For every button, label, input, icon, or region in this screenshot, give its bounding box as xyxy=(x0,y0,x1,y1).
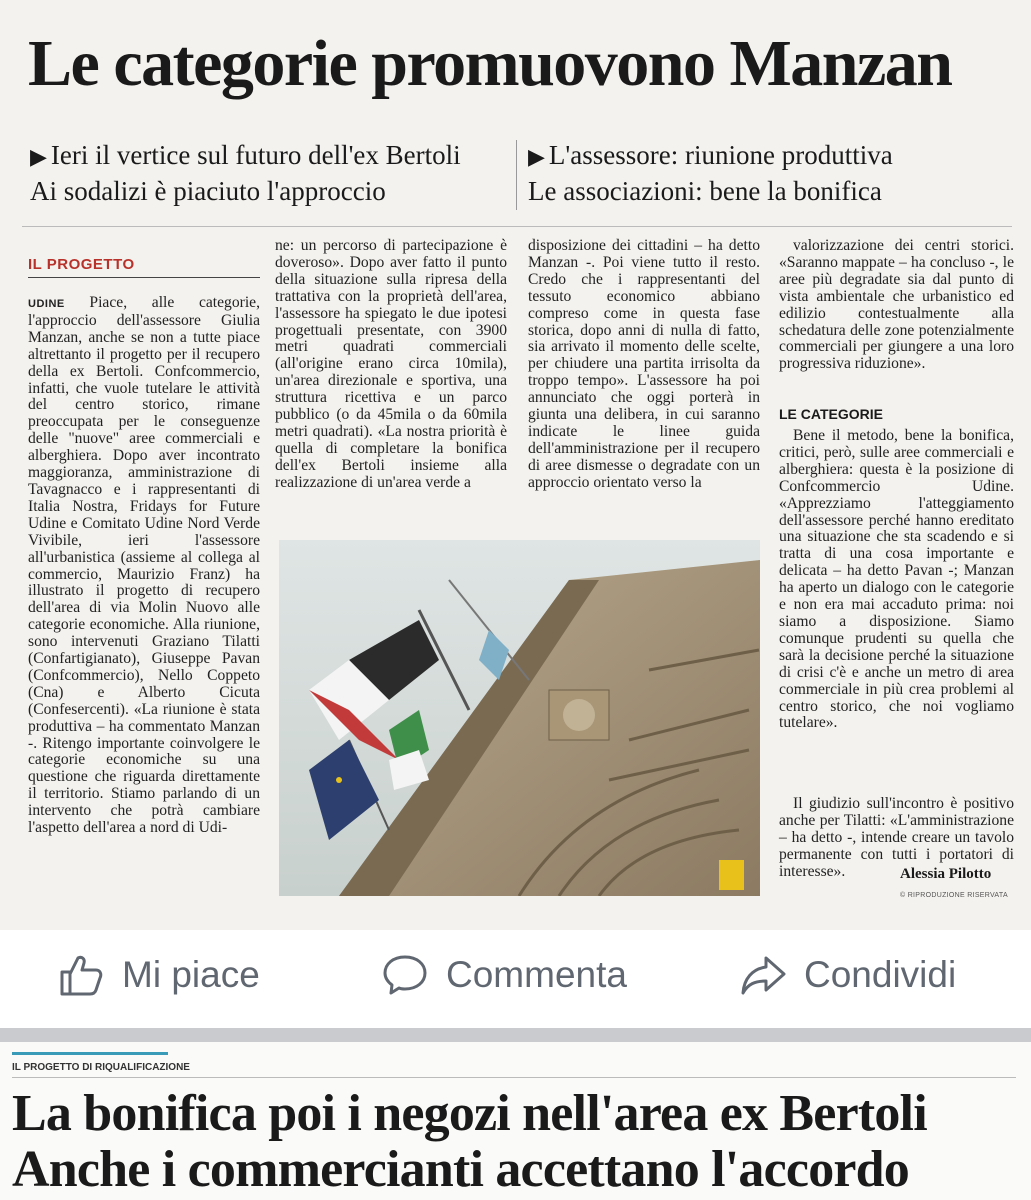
article2-headline-line-1: La bonifica poi i negozi nell'area ex Bertoli xyxy=(12,1085,927,1142)
article2-kicker: IL PROGETTO DI RIQUALIFICAZIONE xyxy=(12,1062,190,1073)
article-column-1: UDINE Piace, alle categorie, l'approccio dell'assessore Giulia Manzan, anche se non a tutte piace altrettanto il progetto per il recupero della ex Bertoli. Confcommercio, infatti, che vuole tutelare le attività del centro storico, rimane preoccupata per le conseguenze delle "nuove" aree commerciali e alberghiera. Dopo aver incontrato maggioranza, amministrazione di Tavagnacco e i rappresentanti di Italia Nostra, Fridays for Future Udine e Comitato Udine Nord Verde Vivibile, ieri l'assessore all'urbanistica (assieme al collega al commercio, Maurizio Franz) ha illustrato il progetto di recupero dell'area di via Molin Nuovo alle categorie economiche. Alla riunione, sono intervenuti Graziano Tilatti (Confartigianato), Giuseppe Pavan (Confcommercio), Nello Coppeto (Cna) e Alberto Cicuta (Confesercenti). «La riunione è stata produttiva – ha commentato Manzan -. Ritengo importante coinvolgere le categorie economiche su una questione che riguarda direttamente il territorio. Stiamo parlando di un intervento che potrà cambiare l'aspetto dell'area a nord di Udi- xyxy=(28,294,260,837)
article-column-3: disposizione dei cittadini – ha detto Manzan -. Poi viene tutto il resto. Credo che i rappresentanti del tessuto economico abbiano compreso come in questa fase storica, dopo anni di nulla di fatto, sia arrivato il momento delle scelte, per chiudere una partita irrisolta da troppo tempo». L'assessore ha poi annunciato che oggi porterà in giunta una delibera, in cui saranno indicate le linee guida dell'amministrazione per il recupero di aree dismesse o degradate con un approccio orientato verso la xyxy=(528,237,760,491)
newspaper-clipping-2 xyxy=(0,1042,1031,1200)
subheadline-right: ▶ L'assessore: riunione produttiva Le associazioni: bene la bonifica xyxy=(528,140,893,206)
copyright-notice: © RIPRODUZIONE RISERVATA xyxy=(900,892,1008,899)
share-button[interactable] xyxy=(738,950,956,1000)
subheadline-left: ▶ Ieri il vertice sul futuro dell'ex Bertoli Ai sodalizi è piaciuto l'approccio xyxy=(30,140,461,206)
like-label: Mi piace xyxy=(122,954,260,995)
share-label: Condividi xyxy=(804,954,957,995)
post-separator xyxy=(0,1028,1031,1042)
kicker-accent-bar xyxy=(12,1052,168,1055)
comment-button[interactable] xyxy=(380,950,627,1000)
article-column-2: ne: un percorso di partecipazione è doveroso». Dopo aver fatto il punto della situazione sulla ripresa della trattativa con la proprietà dell'area, l'assessore ha spiegato le due ipotesi progettuali presentate, con 3900 metri quadrati commerciali (all'origine erano circa 10mila), un'area direzionale e sportiva, una struttura ricettiva e un parco pubblico (o da 45mila o da 60mila metri quadrati). «La nostra priorità è quella di completare la bonifica dell'ex Bertoli insieme alla realizzazione di un'area verde a xyxy=(275,237,507,491)
article-column-4b: Bene il metodo, bene la bonifica, critici, però, sulle aree commerciali e alberghiera: questa è la posizione di Confcommercio Udine. «Apprezziamo l'atteggiamento dell'assessore perché hanno ereditato una situazione che sta scadendo e si tratta di una cosa importante e delicata – ha detto Pavan -; Manzan ha aperto un dialogo con le categorie e non era mai accaduto prima: noi siamo a disposizione. Siamo comunque prudenti su quella che sarà la decisione perché la situazione di crisi c'è e anche un metro di area commerciale in più crea problemi al centro storico, che noi vogliamo tutelare». xyxy=(779,427,1014,732)
triangle-bullet-icon: ▶ xyxy=(30,144,47,169)
header-divider xyxy=(22,226,1012,227)
like-button[interactable] xyxy=(56,950,260,1000)
article-column-4c: Il giudizio sull'incontro è positivo anche per Tilatti: «L'amministrazione – ha detto -, intende creare un tavolo permanente con tutti i portatori di interesse». xyxy=(779,795,1014,880)
article-kicker: IL PROGETTO xyxy=(28,256,135,273)
kicker-underline xyxy=(28,277,260,278)
article2-headline-line-2: Anche i commercianti accettano l'accordo xyxy=(12,1141,909,1198)
article-author: Alessia Pilotto xyxy=(900,866,992,882)
post-action-bar xyxy=(0,940,1031,1012)
building-flags-photo xyxy=(279,540,760,896)
kicker-rule xyxy=(12,1077,1016,1078)
comment-label: Commenta xyxy=(446,954,627,995)
comment-bubble-icon xyxy=(380,950,430,1000)
section-heading: LE CATEGORIE xyxy=(779,406,883,422)
thumbs-up-icon xyxy=(56,950,106,1000)
triangle-bullet-icon: ▶ xyxy=(528,144,545,169)
column-divider xyxy=(516,140,517,210)
article-headline: Le categorie promuovono Manzan xyxy=(28,27,952,100)
dateline: UDINE xyxy=(28,298,65,310)
article-column-4: valorizzazione dei centri storici. «Saranno mappate – ha concluso -, le aree più degradate sia dal punto di vista ambientale che urbanistico ed edilizio contestualmente alla schedatura delle zone potenzialmente commerciali per giungere a una loro progressiva riduzione». xyxy=(779,237,1014,373)
share-arrow-icon xyxy=(738,950,788,1000)
